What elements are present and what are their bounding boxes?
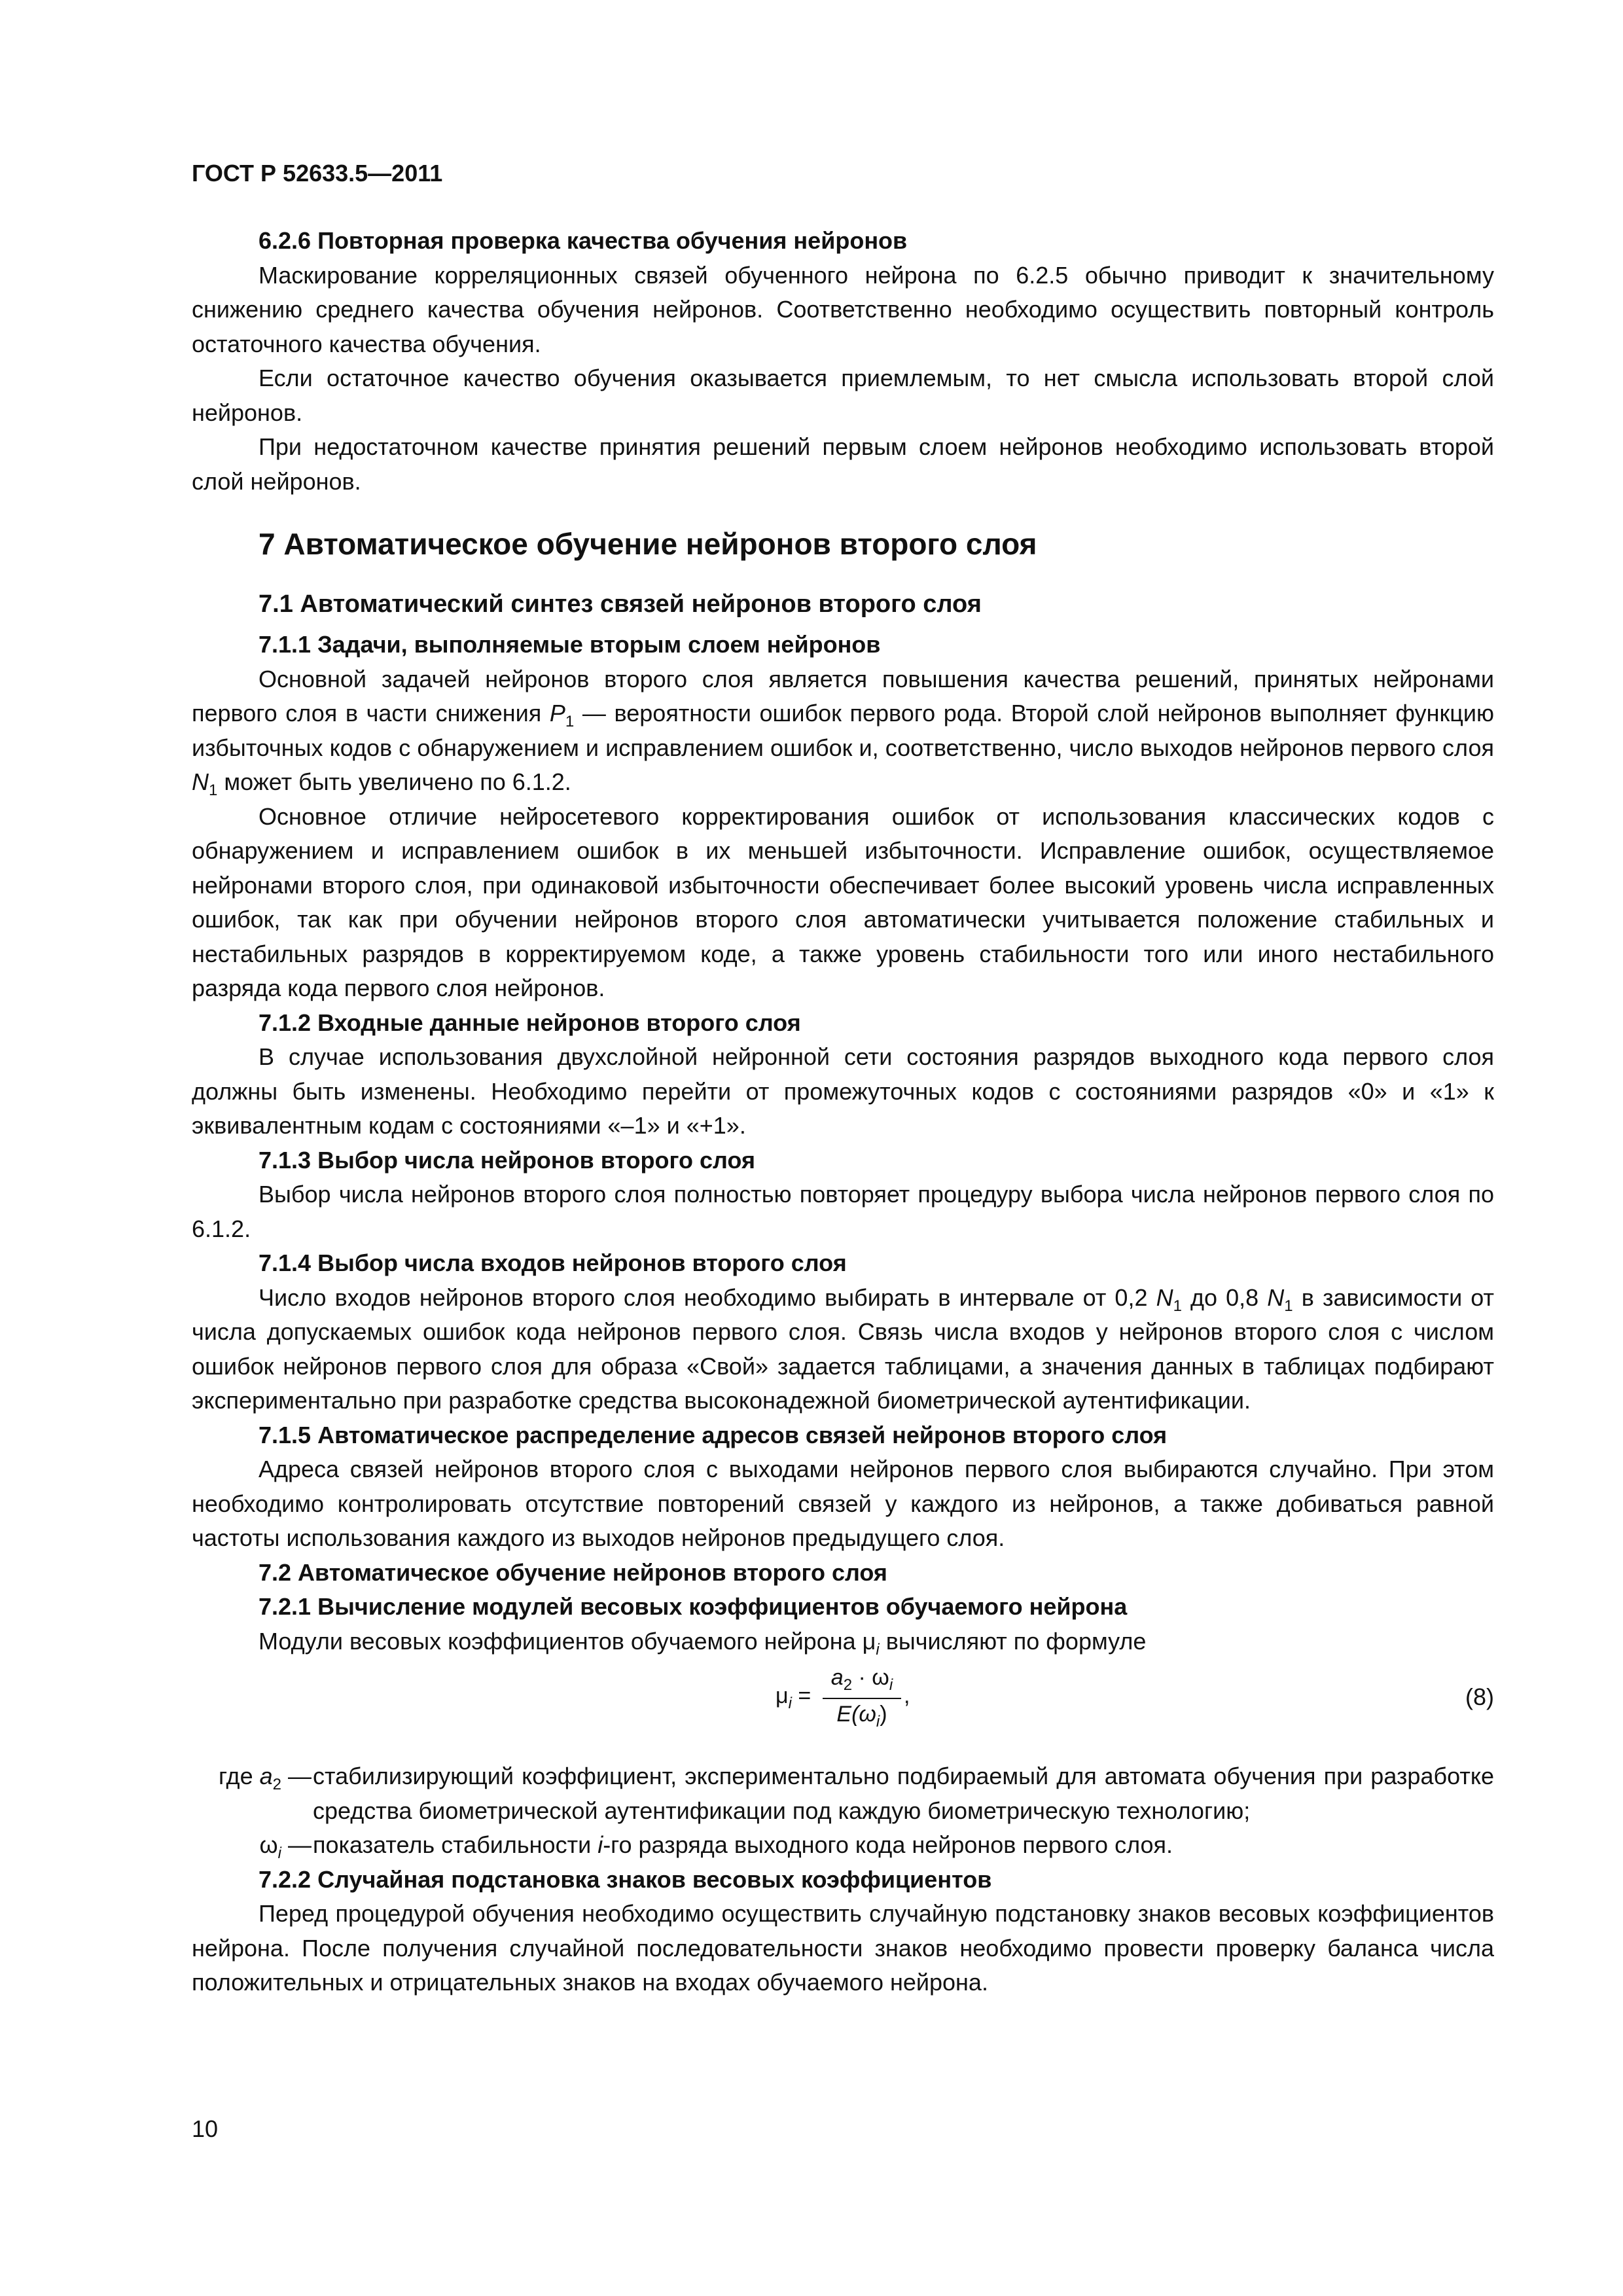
definition-text: стабилизирующий коэффициент, экспериментально подбираемый для автомата обучения при разработке средства биометрической аутентификации под каждую биометрическую технологию; [313,1763,1494,1824]
section-6-2-6-title: 6.2.6 Повторная проверка качества обучения нейронов [259,227,908,254]
section-7-2-1-title: 7.2.1 Вычисление модулей весовых коэффициентов обучаемого нейрона [259,1593,1128,1620]
paragraph: Основной задачей нейронов второго слоя является повышения качества решений, принятых нейронами первого слоя в части снижения $P_1$ — вероятности ошибок первого рода. Второй слой нейронов выполняет функцию избыточных кодов с обнаружением и исправлением ошибок и, соответственно, число выходов нейронов первого слоя $N_1$ может быть увеличено по 6.1.2. [192,665,1494,800]
paragraph: Модули весовых коэффициентов обучаемого нейрона $\mu_i$ вычисляют по формуле [259,1627,1147,1659]
definition-a2 [192,1759,1494,1828]
formula-comma: , [904,1683,910,1708]
section-7-2-2-title: 7.2.2 Случайная подстановка знаков весовых коэффициентов [259,1865,992,1893]
paragraph: Если остаточное качество обучения оказывается приемлемым, то нет смысла использовать второй слой нейронов. [192,365,1494,426]
definition-omega [192,1828,1494,1863]
definition-text: показатель стабильности i-го разряда выходного кода нейронов первого слоя. [313,1831,1173,1858]
section-7-1-1-title: 7.1.1 Задачи, выполняемые вторым слоем нейронов [259,631,881,658]
paragraph: Основное отличие нейросетевого корректирования ошибок от использования классических кодов с обнаружением и исправлением ошибок в их меньшей избыточности. Исправление ошибок, осуществляемое нейронами второго слоя, при одинаковой избыточности обеспечивает более высокий уровень числа исправленных ошибок, так как при обучении нейронов второго слоя автоматически учитывается положение стабильных и нестабильных разрядов в корректируемом коде, а также уровень стабильности того или иного нестабильного разряда кода первого слоя нейронов. [192,802,1494,1001]
section-7-2-title: 7.2 Автоматическое обучение нейронов второго слоя [259,1558,887,1586]
document-header: ГОСТ Р 52633.5—2011 [192,160,443,187]
section-7-1-2-title: 7.1.2 Входные данные нейронов второго слоя [259,1009,801,1036]
paragraph: Перед процедурой обучения необходимо осуществить случайную подстановку знаков весовых коэффициентов нейрона. После получения случайной последовательности знаков необходимо провести проверку баланса числа положительных и отрицательных знаков на входах обучаемого нейрона. [192,1900,1494,1996]
paragraph: Выбор числа нейронов второго слоя полностью повторяет процедуру выбора числа нейронов первого слоя по 6.1.2. [192,1181,1494,1242]
document-page [192,157,1494,2000]
paragraph: Адреса связей нейронов второго слоя с выходами нейронов первого слоя выбираются случайно. При этом необходимо контролировать отсутствие повторений связей у каждого из нейронов, а также добиваться равной частоты использования каждого из выходов нейронов предыдущего слоя. [192,1456,1494,1551]
definition-term: $\omega_i$ — [259,1831,312,1863]
section-7-1-title: 7.1 Автоматический синтез связей нейронов второго слоя [259,590,982,618]
paragraph: В случае использования двухслойной нейронной сети состояния разрядов выходного кода первого слоя должны быть изменены. Необходимо перейти от промежуточных кодов с состояниями разрядов «0» и «1» к эквивалентным кодам с состояниями «–1» и «+1». [192,1043,1494,1139]
formula-lhs: $\mu_i$ = [776,1683,812,1712]
fraction-bar [823,1698,901,1699]
paragraph: При недостаточном качестве принятия решений первым слоем нейронов необходимо использовать второй слой нейронов. [192,433,1494,495]
formula-numerator: $a_2 \cdot \omega_i$ [830,1665,893,1694]
formula-denominator: $E(\omega_i)$ [836,1702,887,1731]
paragraph: Маскирование корреляционных связей обученного нейрона по 6.2.5 обычно приводит к значительному снижению среднего качества обучения нейронов. Соответственно необходимо осуществить повторный контроль остаточного качества обучения. [192,261,1494,357]
section-7-1-5-title: 7.1.5 Автоматическое распределение адресов связей нейронов второго слоя [259,1421,1168,1448]
section-7-title: 7 Автоматическое обучение нейронов второго слоя [259,527,1037,561]
paragraph: Число входов нейронов второго слоя необходимо выбирать в интервале от 0,2 $N_1$ до 0,8 $N_1$ в зависимости от числа допускаемых ошибок кода нейронов первого слоя. Связь числа входов у нейронов второго слоя с числом ошибок нейронов первого слоя для образа «Свой» задается таблицами, а значения данных в таблицах подбирают экспериментально при разработке средства высоконадежной биометрической аутентификации. [192,1283,1495,1414]
equation-number: (8) [1465,1683,1494,1710]
section-7-1-4-title: 7.1.4 Выбор числа входов нейронов второго слоя [259,1249,847,1276]
formula-8 [192,1665,1494,1744]
section-7-1-3-title: 7.1.3 Выбор числа нейронов второго слоя [259,1146,755,1174]
page-number: 10 [192,2115,219,2142]
definition-term: где $a_2$ — [219,1763,312,1794]
